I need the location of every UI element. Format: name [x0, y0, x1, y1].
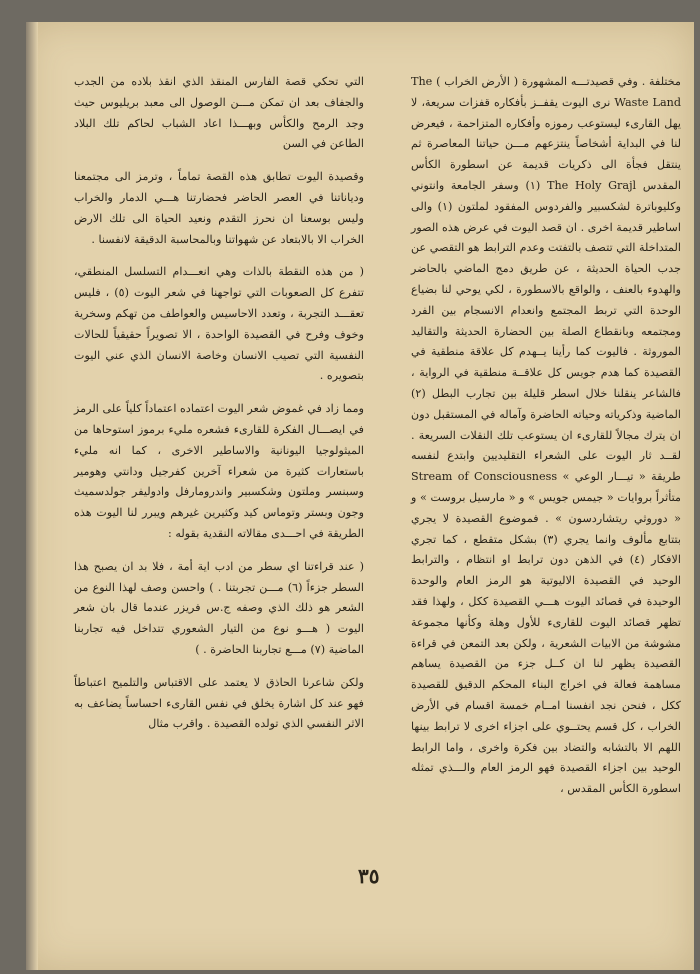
book-page [26, 22, 694, 970]
left-paragraph-3: ( من هذه النقطة بالذات وهي انعـــدام التسلسل المنطقي، تتفرع كل الصعوبات التي تواجهنا في شعر اليوت (٥) ، فليس تعقـــد التجربة ، وتعدد الاحاسيس والعواطف من تهكم وسخرية وخوف وفرح في القصيدة الواحدة ، الا تصويراً حقيقياً للحالات النفسية التي تصيب الانسان وخاصة الانسان الذي عني اليوت بتصويره . [74, 265, 364, 383]
left-column [74, 72, 364, 747]
left-paragraph-1: التي تحكي قصة الفارس المنقذ الذي انقذ بلاده من الجدب والجفاف بعد ان تمكن مـــن الوصول الى معبد بريليوس حيث وجد الرمح والكأس وبهـــذا اعاد الشباب لحاكم تلك البلاد الطاعن في السن [74, 75, 364, 151]
left-paragraph-2: وقصيدة اليوت تطابق هذه القصة تماماً ، وترمز الى مجتمعنا ودياناتنا في العصر الحاضر فحضارتنا هـــي الدمار والخراب وليس بوسعنا ان نحرز التقدم ونعيد الحياة الى تلك الارض الخراب الا بالابتعاد عن شهواتنا وبالمحاسبة الدقيقة لانفسنا . [74, 170, 364, 246]
right-paragraph-1: مختلفة . وفي قصيدتـــه المشهورة ( الأرض الخراب ) The Waste Land نرى اليوت يقفــز بأفكاره قفزات سريعة، لا يهل القارىء ليستوعب رموزه وأفكاره المتزاحمة ، فيعرض لنا في البداية أشخاصاً ينتزعهم مـــن حياتنا المعاصرة ثم ينتقل فجأة الى ذكريات قديمة عن اسطورة الكأس المقدس The Holy Grajl (١) وسفر الجامعة وانتوني وكليوباترة لشكسبير والفردوس المفقود لملتون (١) والى اساطير قديمة اخرى . ان قصد اليوت في عرض هذه الصور المتداخلة التي تتصف بالتفتت وعدم الترابط هو التقصي عن جدب الحياة الحديثة ، عن طريق دمج الماضي بالحاضر والهدوء بالعنف ، والواقع بالاسطورة ، لكي يوحي لنا بضياع الوحدة التي تربط المجتمع وانعدام الانسجام بين الفرد ومجتمعه وبانقطاع الصلة بين الحضارة الحديثة والتقاليد الموروثة . فاليوت كما رأينا يــهدم كل علاقة منطقية في القصيدة كما هدم جويس كل علاقــة منطقية في الرواية ، فالشاعر ينقلنا خلال اسطر قليلة بين تجارب البطل (٢) الماضية وذكرياته وحياته الحاضرة وآماله في المستقبل دون ان يترك مجالاً للقارىء ان يستوعب تلك النقلات السريعة . لقــد ثار اليوت على الشعراء التقليديين وابتدع لنفسه طريقة « تيـــار الوعي » Stream of Consciousness متأثراً بروايات « جيمس جويس » و « مارسيل بروست » و « دوروثي ريتشاردسون » . فموضوع القصيدة لا يجري بتتابع مألوف وانما يجري (٣) بشكل متقطع ، كما تجري الافكار (٤) في الذهن دون ترابط او انتظام ، والترابط الوحيد في القصيدة الاليوتية هو الرمز العام والوحدة الوحيدة في قصائد اليوت هـــي القصيدة ككل ، ولهذا فقد تظهر قصائد اليوت للقارىء للأول وهلة وكأنها مجموعة مشوشة من الابيات الشعرية ، ولكن بعد التمعن في قراءة القصيدة يظهر لنا ان كــل جزء من القصيدة يساهم مساهمة فعالة في اخراج البناء المحكم الدقيق للقصيدة ككل ، فنحن نجد انفسنا امــام خمسة اقسام في الأرض الخراب ، كل قسم يحتــوي على اجزاء اخرى لا ترابط بينها اللهم الا بالتشابه والتضاد بين فكرة واخرى ، واما الرابط الوحيد بين اجزاء القصيدة فهو الرمز العام والـــذي تمثله اسطورة الكأس المقدس ، [411, 75, 682, 796]
left-paragraph-5: ( عند قراءتنا اي سطر من ادب اية أمة ، فلا بد ان يصبح هذا السطر جزءاً (٦) مـــن تجربتنا . ) واحسن وصف لهذا النوع من الشعر هو ذلك الذي وصفه ج.س فريزر عندما قال بان شعر اليوت ( هـــو نوع من التيار الشعوري تتداخل فيه تجاربنا الماضية (٧) مـــع تجاربنا الحاضرة . ) [74, 559, 364, 656]
right-column [411, 72, 681, 812]
left-paragraph-4: ومما زاد في غموض شعر اليوت اعتماده اعتماداً كلياً على الرمز في ايصـــال الفكرة للقارىء فشعره مليء برموز استوحاها من الميثولوجيا اليونانية والاساطير الاخرى ، كما انه مليء باستعارات كثيرة من شعراء آخرين كفرجيل ودانتي وهومير وسبنسر وملتون وشكسبير واندرومارفل وادوليفر جولدسميث وجون وبستر وتوماس كيد وكثيرين غيرهم ويبرر لنا اليوت هذه الطريقة في احـــدى مقالاته النقدية بقوله : [74, 402, 364, 540]
page-number: ٣٥ [358, 864, 380, 888]
left-paragraph-6: ولكن شاعرنا الحاذق لا يعتمد على الاقتباس والتلميح اعتباطاً فهو عند كل اشارة يخلق في نفس القارىء احساساً يضاعف به الاثر النفسي الذي تولده القصيدة . واقرب مثال [74, 675, 364, 731]
